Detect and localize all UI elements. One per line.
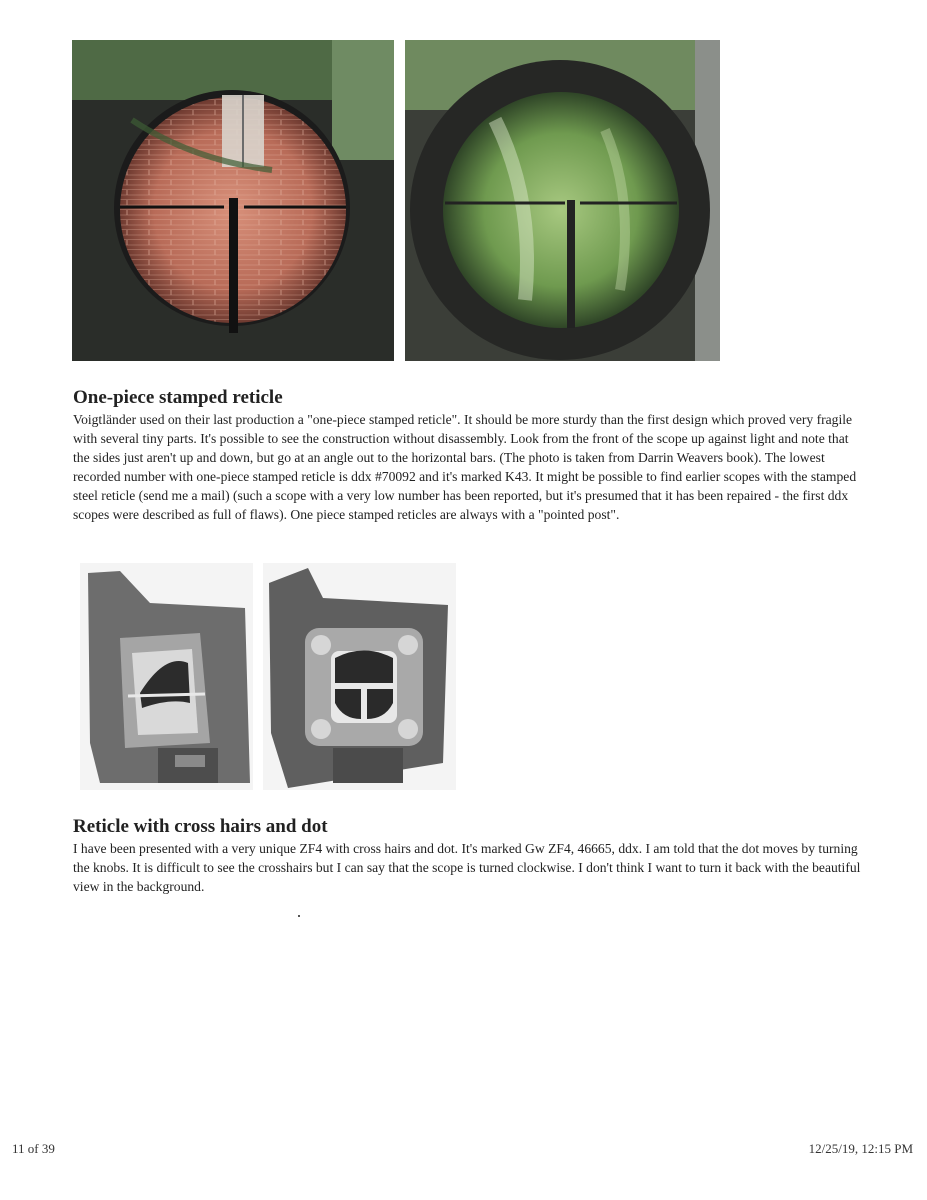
scan-speck bbox=[298, 915, 300, 917]
print-timestamp: 12/25/19, 12:15 PM bbox=[808, 1141, 913, 1156]
reticle-front-photo bbox=[80, 563, 253, 790]
reticle-back-photo bbox=[263, 563, 456, 790]
section-heading-stamped-reticle: One-piece stamped reticle bbox=[73, 387, 283, 408]
scope-view-foliage-photo bbox=[405, 40, 720, 361]
section-heading-crosshairs-dot: Reticle with cross hairs and dot bbox=[73, 816, 328, 837]
page-number: 11 of 39 bbox=[12, 1141, 55, 1156]
section-body-stamped-reticle: Voigtländer used on their last production a "one-piece stamped reticle". It should be more sturdy than the first design which proved very fragile with several tiny parts. It's possible to see the construction without disassembly. Look from the front of the scope up against light and note that the sides just aren't up and down, but go at an angle out to the horizontal bars. (The photo is taken from Darrin Weavers book). The lowest recorded number with one-piece stamped reticle is ddx #70092 and it's marked K43. It might be possible to find earlier scopes with the stamped steel reticle (send me a mail) (such a scope with a very low number has been reported, but it's presumed that it has been repaired - the first ddx scopes were described as full of flaws). One piece stamped reticles are always with a "pointed post". bbox=[73, 412, 857, 522]
scope-view-brick-photo bbox=[72, 40, 394, 361]
section-body-crosshairs-dot: I have been presented with a very unique ZF4 with cross hairs and dot. It's marked Gw ZF4, 46665, ddx. I am told that the dot moves by turning the knobs. It is difficult to see the crosshairs but I can say that the scope is turned clockwise. I don't think I want to turn it back with the beautiful view in the background. bbox=[73, 841, 861, 894]
